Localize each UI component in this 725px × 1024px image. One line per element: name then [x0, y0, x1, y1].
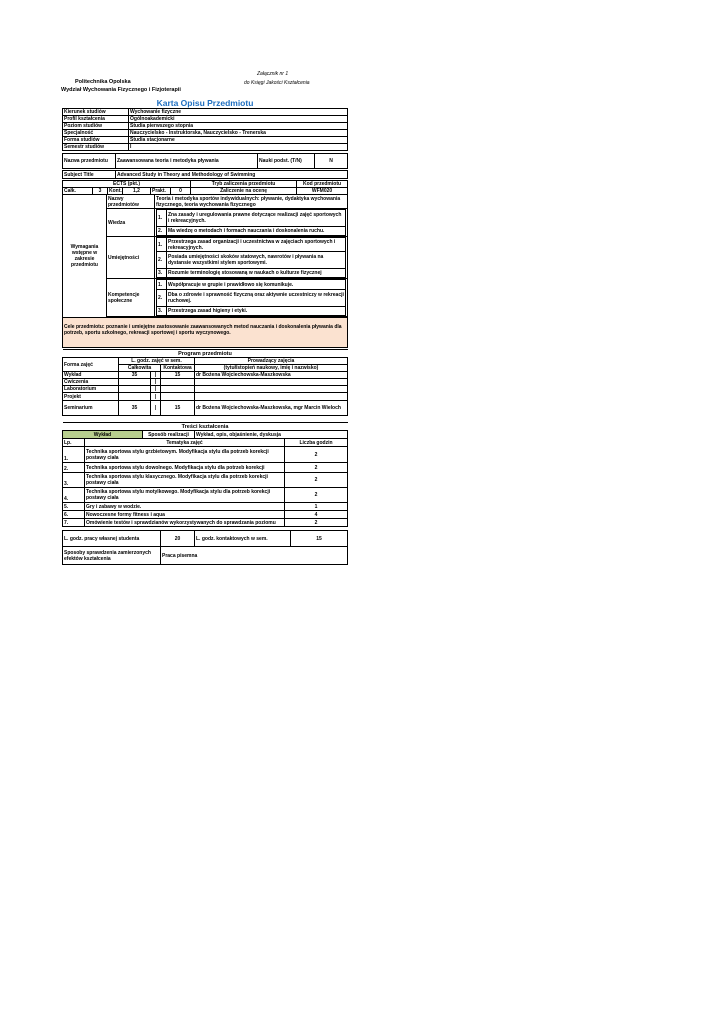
own-work-label: L. godz. pracy własnej studenta: [63, 531, 161, 547]
contact-hours: [161, 393, 195, 401]
topic-hours: 2: [285, 447, 348, 463]
total-hours: [119, 386, 151, 393]
attachment-subtitle: do Księgi Jakości Kształcenia: [244, 80, 310, 86]
content-table: [62, 438, 348, 527]
info-value: Wychowanie fizyczne: [129, 109, 348, 116]
form-name: Projekt: [63, 393, 119, 401]
hours-count-header: Liczba godzin: [285, 439, 348, 447]
method-label: Sposób realizacji: [143, 431, 195, 439]
subject-title-label: Subject Title: [63, 171, 116, 179]
contact-hours: [161, 379, 195, 386]
social-num: 2.: [157, 290, 167, 307]
program-row: [63, 372, 348, 379]
social-num: 1.: [157, 280, 167, 290]
teacher-name: [195, 386, 348, 393]
info-label: Forma studiów: [63, 137, 129, 144]
program-row: [63, 401, 348, 416]
verification-value: Praca pisemna: [161, 547, 348, 565]
separator: |: [151, 401, 161, 416]
row-number: 4.: [63, 488, 85, 503]
social-item: Współpracuje w grupie i prawidłowo się komunikuje.: [167, 280, 346, 290]
info-value: I: [129, 144, 348, 151]
requirements-table: [62, 194, 348, 317]
knowledge-num: 2.: [157, 227, 167, 236]
info-value: Ogólnoakademicki: [129, 116, 348, 123]
ects-total: 3: [93, 188, 108, 195]
skills-num: 1.: [157, 238, 167, 252]
knowledge-label: Wiedza: [107, 209, 155, 237]
info-label: Poziom studiów: [63, 123, 129, 130]
row-number: 5.: [63, 503, 85, 511]
teacher-header: Prowadzący zajęcia: [195, 358, 348, 365]
topic-text: Omówienie testów i sprawdzianów wykorzystywanych do sprawdzania poziomu: [85, 519, 285, 527]
row-number: 1.: [63, 447, 85, 463]
content-title: Treści kształcenia: [63, 423, 348, 431]
skills-num: 3.: [157, 269, 167, 278]
ects-prakt-label: Prakt.: [151, 188, 171, 195]
attachment-number: Załącznik nr 1: [257, 71, 289, 77]
topic-hours: 4: [285, 511, 348, 519]
form-name: Seminarium: [63, 401, 119, 416]
program-title: Program przedmiotu: [63, 350, 348, 358]
social-item: Przestrzega zasad higieny i etyki.: [167, 307, 346, 316]
topic-hours: 2: [285, 519, 348, 527]
basic-sciences-label: Nauki podst. (T/N): [258, 154, 315, 169]
ects-prakt: 0: [171, 188, 191, 195]
ects-kont-label: Kont.: [109, 188, 122, 194]
skills-item: Rozumie terminologię stosowaną w naukach o kulturze fizycznej: [167, 269, 346, 278]
program-row: [63, 393, 348, 401]
subject-code: WFM020: [297, 188, 348, 195]
contact-hours: 15: [161, 372, 195, 379]
lp-header: Lp.: [63, 439, 85, 447]
info-row: [63, 123, 348, 130]
program-row: [63, 379, 348, 386]
contact-hours: 15: [161, 401, 195, 416]
contact-sem-hours: 15: [291, 531, 348, 547]
knowledge-item: Zna zasady i uregulowania prawne dotyczące realizacji zajęć sportowych i rekreacyjnych.: [167, 210, 346, 227]
contact-hours: [161, 386, 195, 393]
goals-text: Cele przedmiotu: poznanie i umiejętne zastosowanie zaawansowanych metod nauczania i doskonalenia pływania dla potrzeb, sportu szkolnego, rekreacji sportowej i sportu wyczynowego.: [63, 318, 348, 348]
topic-text: Technika sportowa stylu dowolnego. Modyfikacja stylu dla potrzeb korekcji: [85, 463, 285, 473]
skills-item: Przestrzega zasad organizacji i uczestnictwa w zajęciach sportowych i rekreacyjnych.: [167, 238, 346, 252]
ects-kont: 1,2: [123, 188, 151, 195]
form-name: Ćwiczenia: [63, 379, 119, 386]
total-hours: [119, 379, 151, 386]
content-row: [63, 473, 348, 488]
info-value: Studia stacjonarne: [129, 137, 348, 144]
teacher-name: [195, 393, 348, 401]
footer-table: [62, 530, 348, 565]
separator: |: [151, 386, 161, 393]
university-name: Politechnika Opolska: [75, 79, 131, 85]
topic-text: Technika sportowa stylu klasycznego. Modyfikacja stylu dla potrzeb korekcji postawy ciała: [85, 473, 285, 488]
subject-title-table: [62, 170, 348, 179]
topic-text: Gry i zabawy w wodzie.: [85, 503, 285, 511]
form-header: Forma zajęć: [63, 358, 119, 372]
teacher-name: dr Bożena Wojciechowska-Maszkowska, mgr Marcin Wieloch: [195, 401, 348, 416]
info-label: Semestr studiów: [63, 144, 129, 151]
knowledge-item: Ma wiedzę o metodach i formach nauczania i doskonalenia ruchu.: [167, 227, 346, 236]
topic-text: Nowoczesne formy fitness i aqua: [85, 511, 285, 519]
form-name: Laboratorium: [63, 386, 119, 393]
ects-header: ECTS (pkt.): [63, 181, 191, 188]
info-table: [62, 108, 348, 151]
row-number: 7.: [63, 519, 85, 527]
mode-header: Tryb zaliczenia przedmiotu: [191, 181, 297, 188]
ects-table: [62, 180, 348, 195]
info-label: Profil kształcenia: [63, 116, 129, 123]
teacher-subheader: (tytuł/stopień naukowy, imię i nazwisko): [195, 365, 348, 372]
subjects-label: Nazwy przedmiotów: [107, 195, 155, 209]
verification-label: Sposoby sprawdzenia zamierzonych efektów kształcenia: [63, 547, 161, 565]
subject-table: [62, 153, 348, 169]
skills-num: 2.: [157, 252, 167, 269]
row-number: 6.: [63, 511, 85, 519]
program-row: [63, 386, 348, 393]
requirements-label: Wymagania wstępne w zakresie przedmiotu: [63, 195, 107, 317]
content-header-table: [62, 422, 348, 439]
social-item: Dba o zdrowie i sprawność fizyczną oraz aktywnie uczestniczy w rekreacji ruchowej.: [167, 290, 346, 307]
topic-text: Technika sportowa stylu grzbietowym. Modyfikacja stylu dla potrzeb korekcji postawy ciała: [85, 447, 285, 463]
goals-table: [62, 317, 348, 348]
skills-item: Posiada umiejętności skoków statowych, nawrotów i pływania na dystansie wszystkimi stylem sportowymi.: [167, 252, 346, 269]
subject-title-en: Advanced Study in Theory and Methodology of Swimming: [116, 171, 348, 179]
info-label: Specjalność: [63, 130, 129, 137]
teacher-name: dr Bożena Wojciechowska-Maszkowska: [195, 372, 348, 379]
teacher-name: [195, 379, 348, 386]
knowledge-num: 1.: [157, 210, 167, 227]
faculty-name: Wydział Wychowania Fizycznego i Fizjoterapii: [61, 87, 181, 93]
total-hours: [119, 393, 151, 401]
program-table: [62, 349, 348, 416]
topic-hours: 1: [285, 503, 348, 511]
method-value: Wykład, opis, objaśnienie, dyskusja: [195, 431, 348, 439]
subjects-value: Teoria i metodyka sportów indywidualnych: pływanie, dydaktyka wychowania fizycznego, teoria wychowania fizycznego: [155, 195, 348, 209]
page-title: Karta Opisu Przedmiotu: [156, 98, 254, 108]
row-number: 3.: [63, 473, 85, 488]
info-row: [63, 130, 348, 137]
subject-name-label: Nazwa przedmiotu: [63, 154, 116, 169]
row-number: 2.: [63, 463, 85, 473]
info-label: Kierunek studiów: [63, 109, 129, 116]
total-header: Całkowita: [119, 365, 161, 372]
contact-sem-label: L. godz. kontaktowych w sem.: [195, 531, 291, 547]
topic-text: Technika sportowa stylu motylkowego. Modyfikacja stylu dla potrzeb korekcji postawy ciała: [85, 488, 285, 503]
info-row: [63, 116, 348, 123]
content-row: [63, 488, 348, 503]
info-value: Studia pierwszego stopnia: [129, 123, 348, 130]
content-row: [63, 511, 348, 519]
lecture-tab[interactable]: Wykład: [63, 431, 143, 439]
skills-label: Umiejętności: [107, 237, 155, 279]
subject-name: Zaawansowana teoria i metodyka pływania: [116, 154, 258, 169]
social-num: 3.: [157, 307, 167, 316]
hours-header: L. godz. zajęć w sem.: [119, 358, 195, 365]
separator: |: [151, 393, 161, 401]
total-hours: 35: [119, 401, 151, 416]
contact-header: Kontaktowa: [161, 365, 195, 372]
info-value: Nauczycielsko - Instruktorska, Nauczycielsko - Trenerska: [129, 130, 348, 137]
content-row: [63, 447, 348, 463]
separator: |: [151, 372, 161, 379]
total-hours: 35: [119, 372, 151, 379]
topic-hours: 2: [285, 463, 348, 473]
info-row: [63, 109, 348, 116]
info-row: [63, 144, 348, 151]
social-label: Kompetencje społeczne: [107, 279, 155, 317]
topic-header: Tematyka zajęć: [85, 439, 285, 447]
info-row: [63, 137, 348, 144]
topic-hours: 2: [285, 488, 348, 503]
separator: |: [151, 379, 161, 386]
topic-hours: 2: [285, 473, 348, 488]
own-work-hours: 20: [161, 531, 195, 547]
assessment-mode: Zaliczenie na ocenę: [191, 188, 297, 195]
form-name: Wykład: [63, 372, 119, 379]
ects-total-label: Całk.: [63, 188, 93, 195]
content-row: [63, 463, 348, 473]
code-header: Kod przedmiotu: [297, 181, 348, 188]
content-row: [63, 519, 348, 527]
basic-sciences-value: N: [315, 154, 348, 169]
content-row: [63, 503, 348, 511]
